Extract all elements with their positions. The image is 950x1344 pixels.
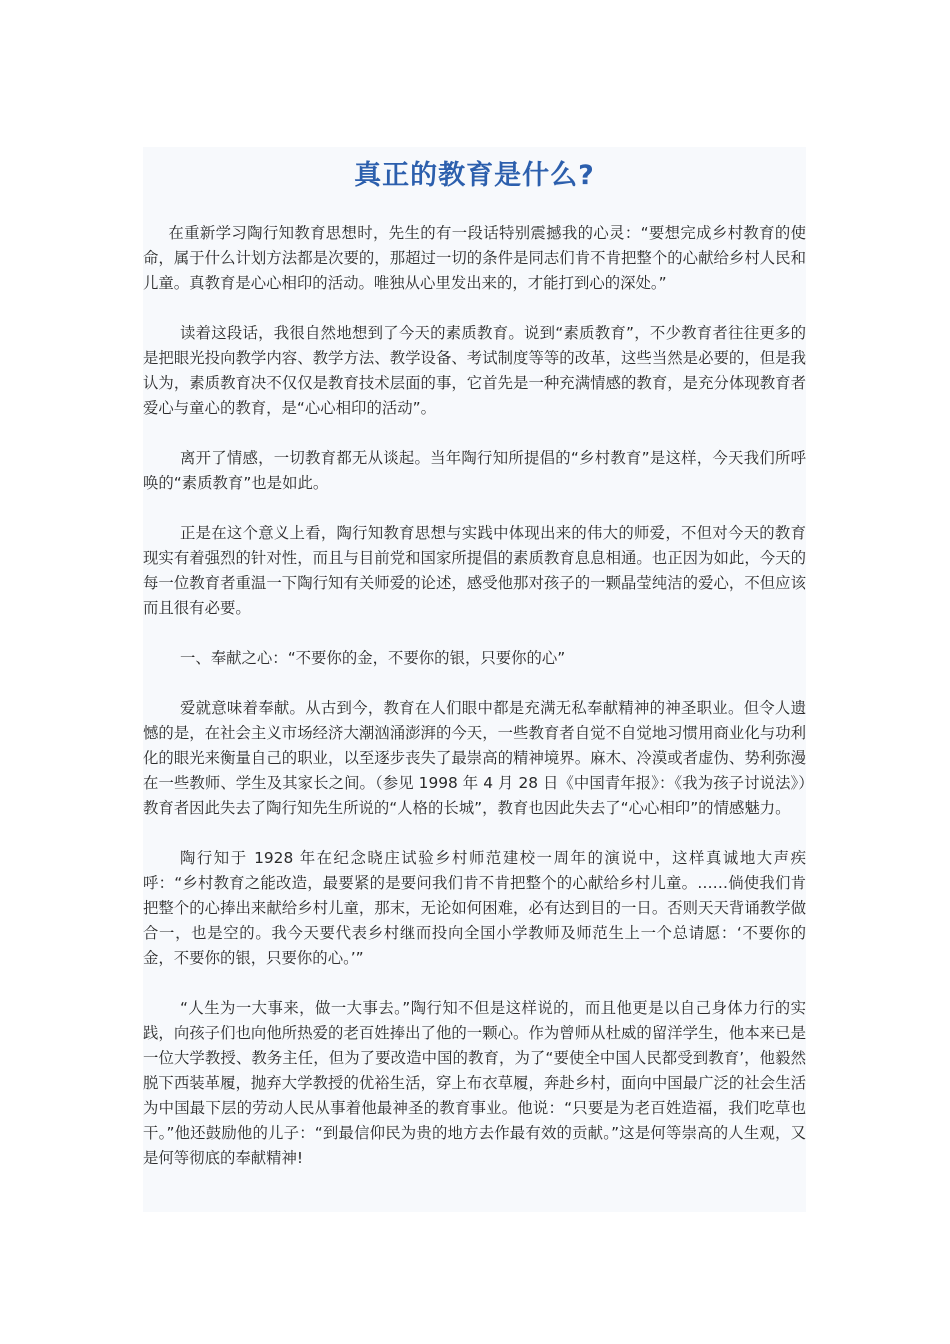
paragraph-life-philosophy: “人生为一大事来，做一大事去。”陶行知不但是这样说的，而且他更是以自己身体力行的实践，向孩子们也向他所热爱的老百姓捧出了他的一颗心。作为曾师从杜威的留洋学生，他本来已是一位大学教授、教务主任，但为了要改造中国的教育，为了“要使全中国人民都受到教育’，他毅然脱下西装革履，抛弃大学教授的优裕生活，穿上布衣草履，奔赴乡村，面向中国最广泛的社会生活为中国最下层的劳动人民从事着他最神圣的教育事业。他说：“只要是为老百姓造福，我们吃草也干。”他还鼓励他的儿子：“到最信仰民为贵的地方去作最有效的贡献。”这是何等崇高的人生观，又是何等彻底的奉献精神! [143,999,806,1167]
paragraph-emotion: 离开了情感，一切教育都无从谈起。当年陶行知所提倡的“乡村教育”是这样，今天我们所呼唤的“素质教育”也是如此。 [143,449,806,492]
paragraph-speech-1928: 陶行知于 1928 年在纪念晓庄试验乡村师范建校一周年的演说中，这样真诚地大声疾呼：“乡村教育之能改造，最要紧的是要问我们肯不肯把整个的心献给乡村儿童。……倘使我们肯把整个的心捧出来献给乡村儿童，那末，无论如何困难，必有达到目的一日。否则天天背诵教学做合一，也是空的。我今天要代表乡村继而投向全国小学教师及师范生上一个总请愿：‘不要你的金，不要你的银，只要你的心。’” [143,849,806,967]
section-heading-dedication: 一、奉献之心：“不要你的金，不要你的银，只要你的心” [179,649,566,667]
paragraph-quality-education: 读着这段话，我很自然地想到了今天的素质教育。说到“素质教育”，不少教育者往往更多的是把眼光投向教学内容、教学方法、教学设备、考试制度等等的改革，这些当然是必要的，但是我认为，素质教育决不仅仅是教育技术层面的事，它首先是一种充满情感的教育，是充分体现教育者爱心与童心的教育，是“心心相印的活动”。 [143,324,806,417]
paragraph-dedication: 爱就意味着奉献。从古到今，教育在人们眼中都是充满无私奉献精神的神圣职业。但令人遗憾的是，在社会主义市场经济大潮汹涌澎湃的今天，一些教育者自觉不自觉地习惯用商业化与功利化的眼光来衡量自己的职业，以至逐步丧失了最崇高的精神境界。麻木、冷漠或者虚伪、势利弥漫在一些教师、学生及其家长之间。（参见 1998 年 4 月 28 日《中国青年报》：《我为孩子讨说法》）教育者因此失去了陶行知先生所说的“人格的长城”，教育也因此失去了“心心相印”的情感魅力。 [143,699,806,817]
document-body [143,221,806,1196]
document-title: 真正的教育是什么? [354,160,595,191]
paragraph-intro-quote: 在重新学习陶行知教育思想时，先生的有一段话特别震撼我的心灵：“要想完成乡村教育的使命，属于什么计划方法都是次要的，那超过一切的条件是同志们肯不肯把整个的心献给乡村人民和儿童。真教育是心心相印的活动。唯独从心里发出来的，才能打到心的深处。” [143,224,806,292]
paragraph-teacher-love: 正是在这个意义上看，陶行知教育思想与实践中体现出来的伟大的师爱，不但对今天的教育现实有着强烈的针对性，而且与目前党和国家所提倡的素质教育息息相通。也正因为如此，今天的每一位教育者重温一下陶行知有关师爱的论述，感受他那对孩子的一颗晶莹纯洁的爱心，不但应该而且很有必要。 [143,524,806,617]
